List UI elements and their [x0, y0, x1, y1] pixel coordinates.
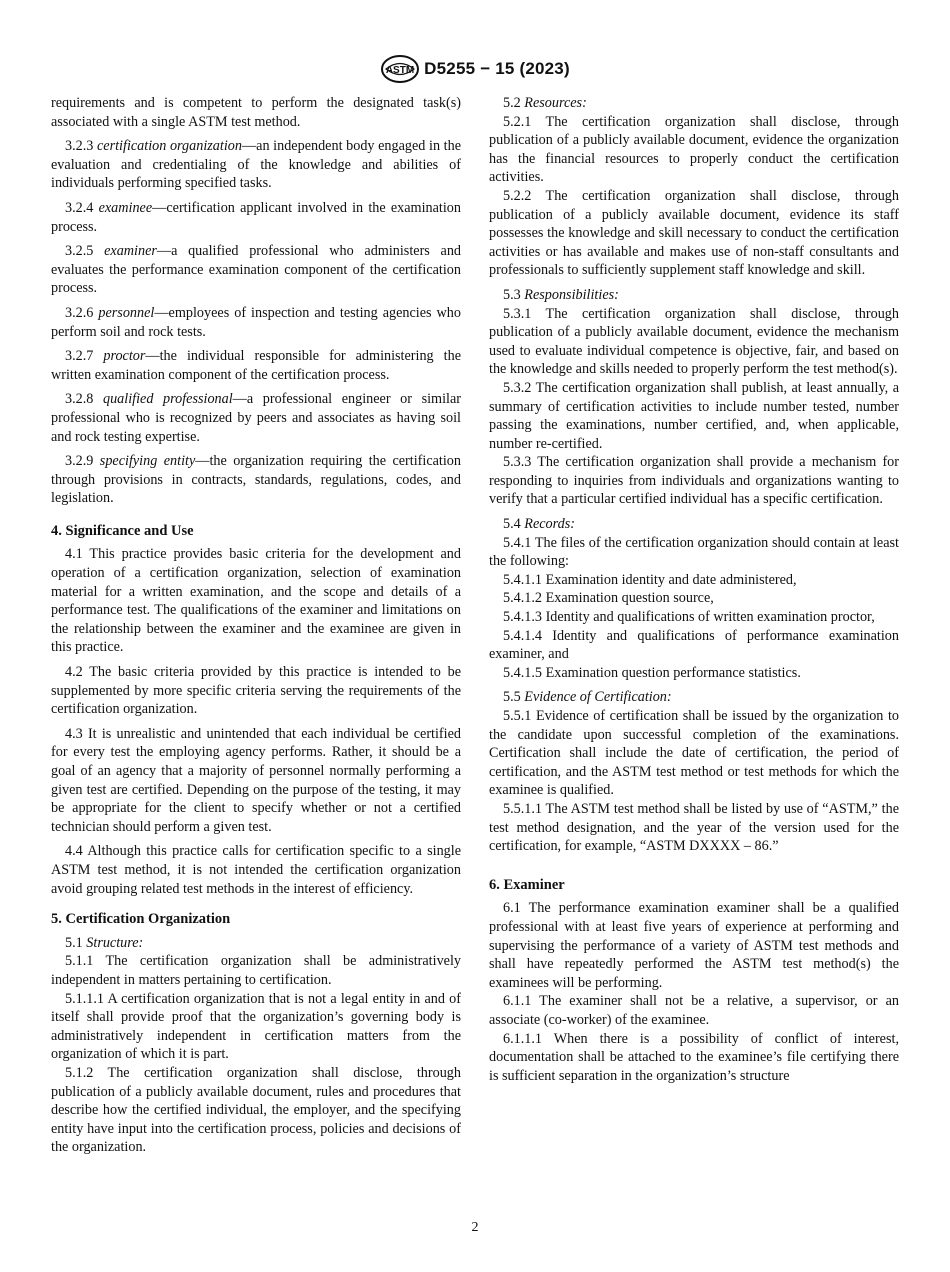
definition-text: —employees of inspection and testing agencies who perform soil and rock tests. [51, 304, 461, 340]
paragraph-5-4-1-2: 5.4.1.2 Examination question source, [503, 590, 714, 607]
paragraph-5-4 [489, 515, 899, 534]
paragraph-6-1: 6.1 The performance examination examiner shall be a qualified professional with at least five years of experience at performing and supervising the performance of a variety of ASTM test methods and shall have repeatedly performed the ASTM test method(s) the examinees will be performing. [489, 900, 899, 991]
page-number: 2 [471, 1220, 479, 1235]
defined-term: certification organization [97, 138, 242, 155]
paragraph-5-1-1-1: 5.1.1.1 A certification organization that is not a legal entity in and of itself shall provide proof that the organization’s governing body is administratively independent in certification matters from the organization of which it is part. [51, 990, 461, 1063]
defined-term: examiner [104, 243, 157, 260]
paragraph-4-3: 4.3 It is unrealistic and unintended that each individual be certified for every test the employing agency performs. Rather, it should be a goal of an agency that a majority of personnel normally performing a given test are certified. Depending on the purpose of the testing, it may be appropriate for the client to specify whether or not a certified technician should perform a given test. [51, 725, 461, 835]
page-header [0, 54, 950, 84]
defined-term: specifying entity [99, 453, 196, 470]
logo-text: ASTM [386, 65, 415, 76]
continued-paragraph: requirements and is competent to perform the designated task(s) associated with a single ASTM test method. [51, 95, 461, 130]
definition-3-2-8 [51, 390, 461, 446]
clause-number: 5.4 [503, 516, 521, 533]
paragraph-5-4-1-4: 5.4.1.4 Identity and qualifications of performance examination examiner, and [489, 627, 899, 663]
definition-text: —the individual responsible for administering the written examination component of the certification process. [51, 348, 461, 383]
clause-number: 3.2.9 [65, 453, 94, 470]
clause-number: 5.2 [503, 95, 521, 111]
paragraph-5-5-1: 5.5.1 Evidence of certification shall be issued by the organization to the candidate upon successful completion of the examinations. Certification shall include the date of certification, the period of certification, and the ASTM test method or test methods for which the examinee is qualified. [489, 708, 899, 799]
paragraph-5-5 [489, 688, 899, 707]
paragraph-5-2 [489, 94, 899, 113]
definition-text: —certification applicant involved in the examination process. [51, 199, 461, 235]
definition-text: —a qualified professional who administers and evaluates the performance examination component of the certification process. [51, 243, 462, 297]
paragraph-5-1-1: 5.1.1 The certification organization shall be administratively independent in matters pertaining to certification. [51, 953, 461, 988]
section-4-heading: 4. Significance and Use [51, 522, 194, 539]
clause-number: 5.1 [65, 934, 83, 951]
definition-3-2-3 [51, 137, 461, 193]
paragraph-5-3-3: 5.3.3 The certification organization shall provide a mechanism for responding to inquiries from individuals and organizations wanting to verify that a particular certified individual has a specific certification. [489, 454, 899, 508]
clause-number: 5.5 [503, 689, 521, 706]
subsection-title: Structure: [86, 934, 144, 951]
clause-number: 3.2.6 [65, 304, 94, 321]
paragraph-5-5-1-1: 5.5.1.1 The ASTM test method shall be listed by use of “ASTM,” the test method designation, and the year of the version used for the certification, for example, “ASTM DXXXX – 86.” [489, 800, 899, 855]
definition-3-2-7 [51, 347, 461, 384]
astm-logo-icon [380, 54, 420, 84]
paragraph-5-4-1-5: 5.4.1.5 Examination question performance statistics. [503, 664, 801, 681]
definition-text: —an independent body engaged in the evaluation and credentialing of the knowledge and abilities of individuals performing specified tasks. [51, 138, 461, 192]
paragraph-6-1-1-1: 6.1.1.1 When there is a possibility of conflict of interest, documentation shall be attached to the examinee’s file certifying there is sufficient separation in the organization’s structure [489, 1030, 899, 1084]
defined-term: proctor [103, 348, 146, 365]
definition-3-2-5 [51, 242, 461, 298]
paragraph-5-2-2: 5.2.2 The certification organization shall disclose, through publication of a publicly available document, evidence its staff possesses the knowledge and skill necessary to conduct the certification activities or has available and makes use of non-staff consultants and professionals to sufficiently supplement staff knowledge and skill. [489, 187, 899, 279]
clause-number: 3.2.3 [65, 138, 94, 155]
clause-number: 5.3 [503, 286, 521, 303]
paragraph-5-4-1: 5.4.1 The files of the certification organization should contain at least the following: [489, 534, 899, 570]
clause-number: 3.2.5 [65, 243, 94, 260]
definition-text: —a professional engineer or similar professional who is recognized by peers and associates as having soil and rock testing expertise. [51, 391, 461, 445]
standard-designation: D5255 − 15 (2023) [424, 59, 570, 78]
paragraph-4-4: 4.4 Although this practice calls for certification specific to a single ASTM test method, it is not intended the certification organization avoid grouping related test methods in the interest of efficiency. [51, 843, 461, 897]
left-column [51, 94, 461, 1157]
defined-term: qualified professional [102, 391, 233, 408]
definition-3-2-9 [51, 452, 461, 508]
paragraph-5-4-1-1: 5.4.1.1 Examination identity and date administered, [503, 571, 797, 588]
clause-number: 3.2.8 [65, 391, 94, 408]
paragraph-6-1-1: 6.1.1 The examiner shall not be a relative, a supervisor, or an associate (co-worker) of the examinee. [489, 993, 899, 1028]
paragraph-4-2: 4.2 The basic criteria provided by this practice is intended to be supplemented by more specific criteria serving the requirements of the certification organization. [51, 664, 461, 718]
right-column [489, 94, 899, 1085]
paragraph-5-1 [51, 934, 461, 953]
paragraph-5-3-1: 5.3.1 The certification organization shall disclose, through publication of a publicly available document, evidence the mechanism used to evaluate individual competence is objective, fair, and based on the knowledge and skills needed to properly perform the test method(s). [489, 305, 899, 378]
definition-3-2-6 [51, 304, 461, 341]
paragraph-5-2-1: 5.2.1 The certification organization shall disclose, through publication of a publicly available document, evidence the organization has the financial resources to properly conduct the certification activities. [489, 113, 899, 186]
section-6-heading: 6. Examiner [489, 876, 565, 893]
definition-3-2-4 [51, 199, 461, 236]
clause-number: 3.2.4 [65, 199, 94, 216]
defined-term: examinee [98, 199, 153, 216]
paragraph-5-3-2: 5.3.2 The certification organization shall publish, at least annually, a summary of certification activities to include number tested, number passing the examinations, number certified, and, when applicable, number re-certified. [489, 379, 899, 452]
subsection-title: Responsibilities: [524, 286, 619, 303]
subsection-title: Records: [524, 516, 575, 533]
paragraph-5-1-2: 5.1.2 The certification organization shall disclose, through publication of a publicly available document, rules and procedures that describe how the certified individual, the employer, and the specifying entity have input into the certification process, policies and decisions of the organization. [51, 1064, 461, 1156]
subsection-title: Resources: [524, 95, 587, 111]
definition-text: —the organization requiring the certification through provisions in contracts, standards, regulations, codes, and legislation. [51, 453, 461, 507]
subsection-title: Evidence of Certification: [524, 689, 672, 706]
paragraph-5-4-1-3: 5.4.1.3 Identity and qualifications of written examination proctor, [503, 609, 875, 626]
defined-term: personnel [98, 304, 155, 321]
paragraph-5-3 [489, 286, 899, 305]
clause-number: 3.2.7 [65, 348, 94, 365]
section-5-heading: 5. Certification Organization [51, 911, 231, 928]
paragraph-4-1: 4.1 This practice provides basic criteria for the development and operation of a certification organization, selection of examination material for a written examination, and the scope and details of a performance test. The qualifications of the examiner and limitations on the relationship between the examiner and the examinee are given in this practice. [51, 546, 461, 656]
